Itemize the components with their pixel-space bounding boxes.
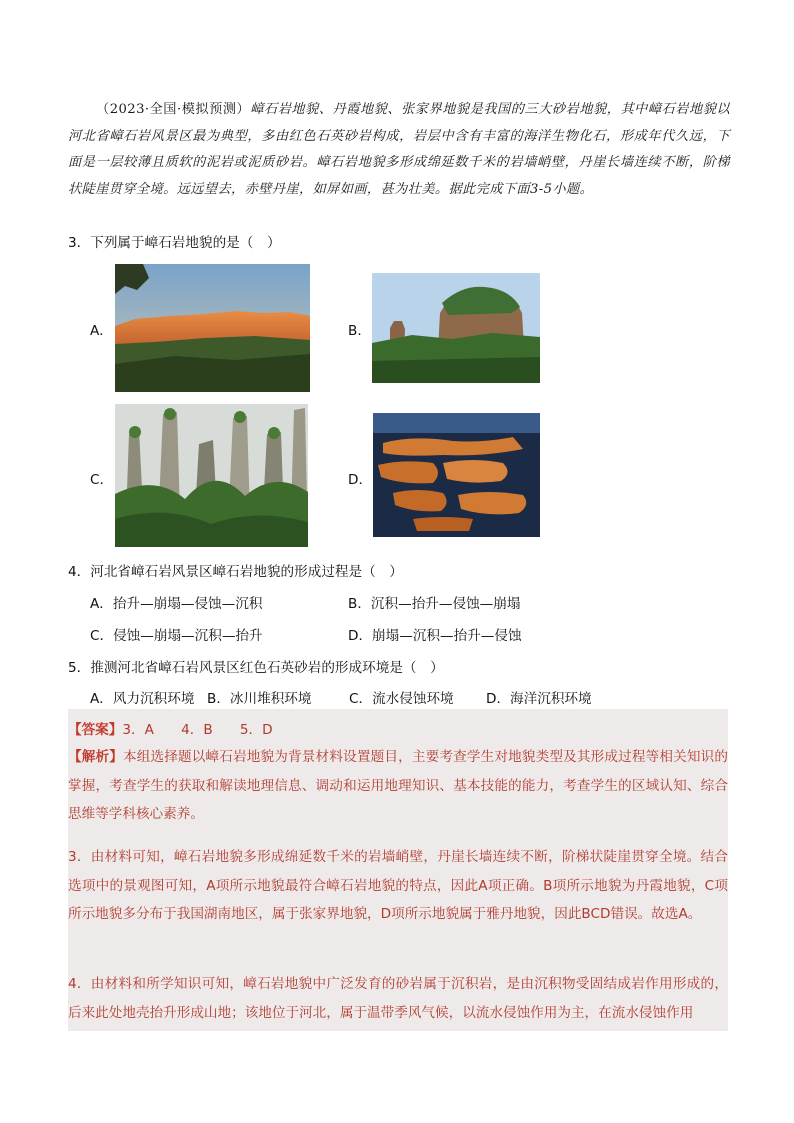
q4-option-a: A．抬升—崩塌—侵蚀—沉积: [90, 596, 263, 612]
option-b-label: B．: [348, 323, 371, 339]
intro-text: 嶂石岩地貌、丹霞地貌、张家界地貌是我国的三大砂岩地貌，其中嶂石岩地貌以河北省嶂石岩风景区最为典型，多由红色石英砂岩构成，岩层中含有丰富的海洋生物化石，形成年代久远，下面是一层较薄且质软的泥岩或泥质砂岩。嶂石岩地貌多形成绵延数千米的岩墙峭壁，丹崖长墙连续不断，阶梯状陡崖贯穿全境。远远望去，赤壁丹崖，如屏如画，甚为壮美。据此完成下面3-5小题。: [68, 102, 731, 197]
analysis-paragraph: [68, 743, 728, 829]
q5-option-d: D．海洋沉积环境: [486, 691, 592, 707]
question-3-stem: 3．下列属于嶂石岩地貌的是（ ）: [68, 235, 281, 251]
explanation-4: 4．由材料和所学知识可知，嶂石岩地貌中广泛发育的砂岩属于沉积岩，是由沉积物受固结成岩作用形成的，后来此处地壳抬升形成山地；该地位于河北，属于温带季风气候，以流水侵蚀作用为主，在流水侵蚀作用: [68, 976, 728, 1021]
q5-option-a: A．风力沉积环境: [90, 691, 195, 707]
q5-option-c: C．流水侵蚀环境: [349, 691, 454, 707]
analysis-text: 本组选择题以嶂石岩地貌为背景材料设置题目，主要考查学生对地貌类型及其形成过程等相关知识的掌握，考查学生的获取和解读地理信息、调动和运用地理知识、基本技能的能力，考查学生的区域认知、综合思维等学科核心素养。: [68, 749, 728, 822]
question-5-stem: 5．推测河北省嶂石岩风景区红色石英砂岩的形成环境是（ ）: [68, 660, 444, 676]
answer-tag: 【答案】: [68, 722, 123, 738]
explanation-3: 3．由材料可知，嶂石岩地貌多形成绵延数千米的岩墙峭壁，丹崖长墙连续不断，阶梯状陡崖贯穿全境。结合选项中的景观图可知，A项所示地貌最符合嶂石岩地貌的特点，因此A项正确。B项所示地貌为丹霞地貌，C项所示地貌多分布于我国湖南地区，属于张家界地貌，D项所示地貌属于雅丹地貌，因此BCD错误。故选A。: [68, 849, 728, 922]
q5-option-b: B．冰川堆积环境: [207, 691, 312, 707]
q4-option-b: B．沉积—抬升—侵蚀—崩塌: [348, 596, 521, 612]
option-d-label: D．: [348, 472, 373, 488]
q4-option-d: D．崩塌—沉积—抬升—侵蚀: [348, 628, 522, 644]
option-a-label: A．: [90, 323, 113, 339]
cliff-photo-a: [115, 264, 310, 392]
q4-option-c: C．侵蚀—崩塌—沉积—抬升: [90, 628, 263, 644]
answer-values: 3．A 4．B 5．D: [122, 722, 273, 738]
analysis-tag: 【解析】: [68, 749, 124, 765]
intro-source: （2023·全国·模拟预测）: [96, 102, 251, 117]
option-c-label: C．: [90, 472, 114, 488]
zhangjiajie-photo-c: [115, 404, 308, 547]
yardang-photo-d: [373, 413, 540, 537]
intro-paragraph: [68, 97, 730, 203]
question-4-stem: 4．河北省嶂石岩风景区嶂石岩地貌的形成过程是（ ）: [68, 564, 403, 580]
answer-line: [68, 718, 273, 738]
danxia-photo-b: [372, 273, 540, 383]
